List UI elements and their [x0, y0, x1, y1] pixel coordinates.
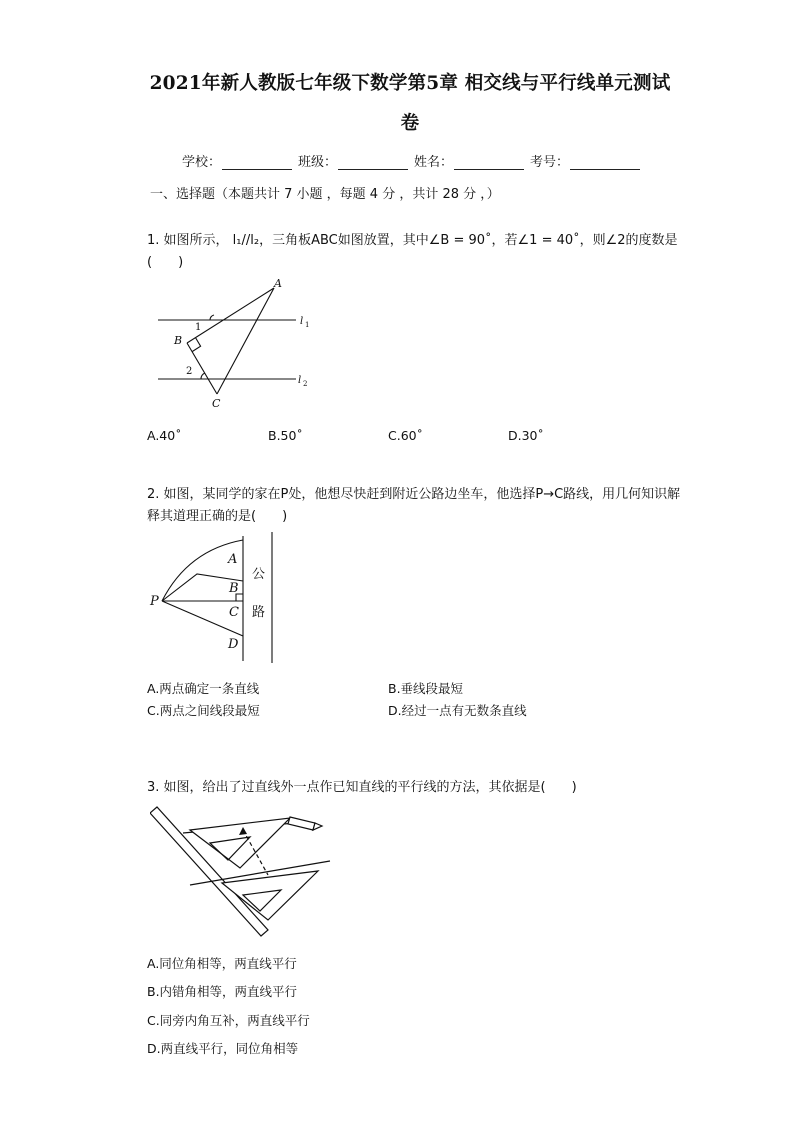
student-info-row: [182, 151, 646, 170]
question-2-figure: [148, 530, 283, 665]
q2-option-b[interactable]: B.垂线段最短: [388, 681, 464, 696]
side-ac: [217, 288, 274, 394]
question-1-text: 1. 如图所示， l₁//l₂，三角板ABC如图放置，其中∠B = 90˚，若∠1 = 40˚，则∠2的度数是( ): [147, 233, 678, 270]
label-d: D: [228, 637, 239, 652]
label-l1: l: [300, 316, 304, 327]
q3-option-a[interactable]: A.同位角相等，两直线平行: [147, 956, 297, 971]
q3-option-c[interactable]: C.同旁内角互补，两直线平行: [147, 1013, 310, 1028]
pencil-body: [288, 817, 315, 830]
q1-option-a[interactable]: A.40˚: [147, 428, 182, 443]
question-3-figure: [150, 805, 335, 940]
exam-number-blank[interactable]: [570, 156, 640, 170]
school-blank[interactable]: [222, 156, 292, 170]
name-label: 姓名：: [414, 155, 454, 170]
class-blank[interactable]: [338, 156, 408, 170]
name-blank[interactable]: [454, 156, 524, 170]
label-angle-2: 2: [186, 366, 193, 377]
angle-1-arc: [210, 315, 214, 320]
q1-option-b[interactable]: B.50˚: [268, 428, 303, 443]
question-3-text: 3. 如图，给出了过直线外一点作已知直线的平行线的方法，其依据是( ): [147, 780, 577, 795]
label-a: A: [228, 552, 238, 567]
label-road-2: 路: [252, 605, 266, 620]
label-a: A: [274, 277, 282, 290]
pencil-end: [313, 823, 322, 830]
right-angle-mark: [192, 338, 201, 352]
label-l2: l: [298, 375, 302, 386]
label-l2-sub: 2: [303, 380, 308, 388]
label-road-1: 公: [252, 567, 266, 582]
label-c: C: [212, 397, 221, 410]
question-1-figure: [150, 276, 330, 412]
exam-number-label: 考号：: [530, 155, 570, 170]
q2-option-c[interactable]: C.两点之间线段最短: [147, 703, 260, 718]
question-2-text: 2. 如图，某同学的家在P处，他想尽快赶到附近公路边坐车，他选择P→C路线，用几何知识解释其道理正确的是( ): [147, 487, 681, 524]
q1-option-c[interactable]: C.60˚: [388, 428, 423, 443]
label-p: P: [150, 594, 159, 609]
q3-option-b[interactable]: B.内错角相等，两直线平行: [147, 984, 298, 999]
q2-option-d[interactable]: D.经过一点有无数条直线: [388, 703, 527, 718]
exam-title-line2: 卷: [400, 113, 420, 134]
label-angle-1: 1: [195, 322, 202, 333]
angle-2-arc: [201, 373, 205, 379]
section-heading: 一、选择题（本题共计 7 小题 ，每题 4 分 ，共计 28 分 ，）: [150, 187, 500, 202]
label-b: B: [174, 334, 183, 347]
label-l1-sub: 1: [305, 321, 310, 329]
exam-title-line1: 2021年新人教版七年级下数学第5章 相交线与平行线单元测试: [149, 73, 671, 94]
school-label: 学校：: [182, 155, 222, 170]
label-c: C: [229, 605, 239, 620]
class-label: 班级：: [298, 155, 338, 170]
side-ab: [187, 288, 274, 343]
q3-option-d[interactable]: D.两直线平行，同位角相等: [147, 1041, 299, 1056]
label-b: B: [229, 581, 239, 596]
q2-option-a[interactable]: A.两点确定一条直线: [147, 681, 260, 696]
q1-option-d[interactable]: D.30˚: [508, 428, 544, 443]
